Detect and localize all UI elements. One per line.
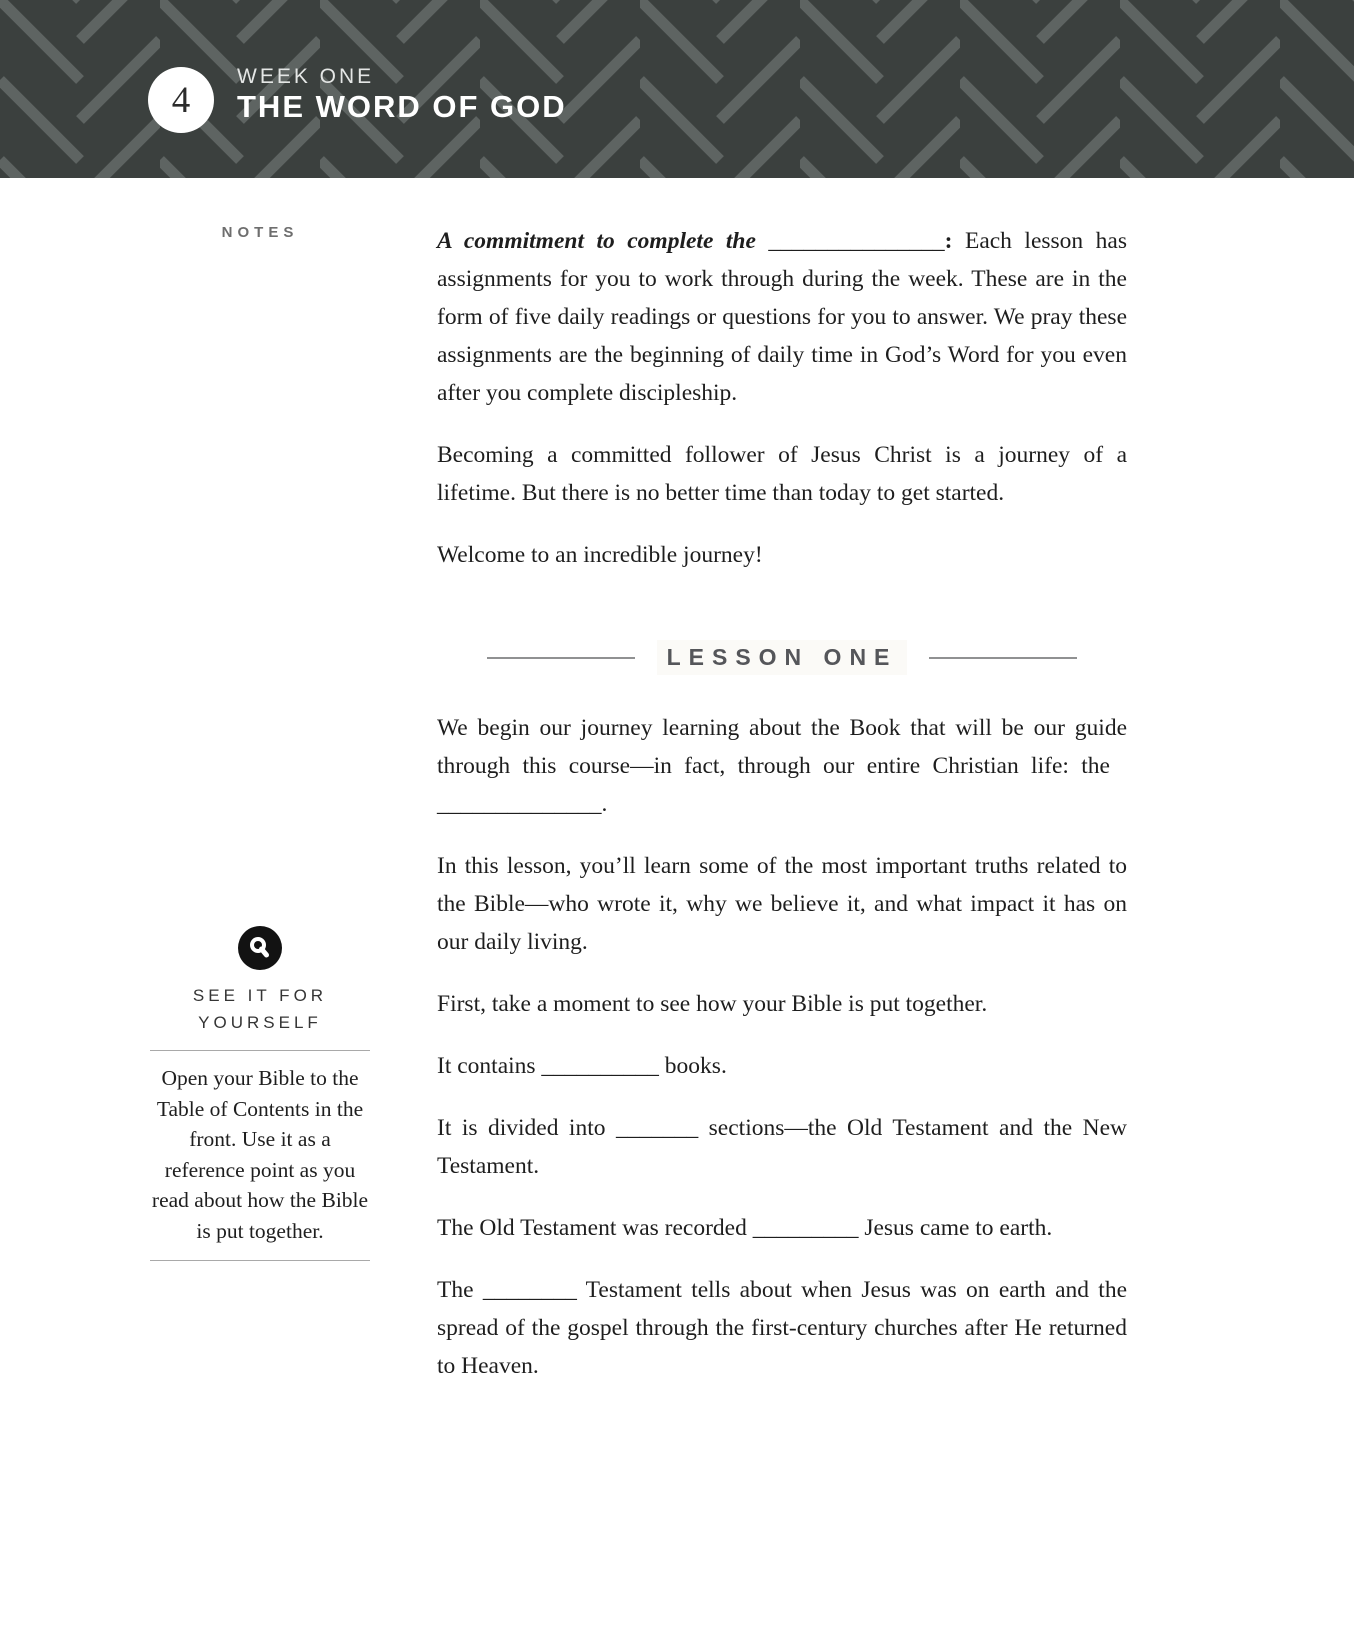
intro-paragraph-1 xyxy=(437,222,1127,412)
intro-rest: Each lesson has assignments for you to work through during the week. These are in the form of five daily readings or questions for you to answer. We pray these assignments are the beginning of daily time in God’s Word for you even after you complete discipleship. xyxy=(437,228,1127,406)
intro-paragraph-3: Welcome to an incredible journey! xyxy=(437,542,763,568)
lesson-paragraph-2: In this lesson, you’ll learn some of the most important truths related to the Bible—who wrote it, why we believe it, and what impact it has on our daily living. xyxy=(437,853,1127,955)
heading-rule-left xyxy=(487,657,635,659)
see-it-body: Open your Bible to the Table of Contents in the front. Use it as a reference point as you read about how the Bible is put together. xyxy=(151,1066,369,1243)
lesson-paragraph-7: The ________ Testament tells about when Jesus was on earth and the spread of the gospel through the first-century churches after He returned to Heaven. xyxy=(437,1277,1127,1379)
lesson-paragraph-6: The Old Testament was recorded _________ Jesus came to earth. xyxy=(437,1215,1053,1241)
lesson-paragraph-5: It is divided into _______ sections—the Old Testament and the New Testament. xyxy=(437,1115,1127,1179)
page-title: THE WORD OF GOD xyxy=(237,89,567,124)
page-number-badge xyxy=(148,67,214,133)
sidebar-divider-bottom xyxy=(150,1260,370,1261)
sidebar xyxy=(150,178,370,1626)
lesson-paragraph-3: First, take a moment to see how your Bible is put together. xyxy=(437,991,988,1017)
see-it-heading: SEE IT FOR YOURSELF xyxy=(192,986,328,1032)
page-header-banner xyxy=(0,0,1354,178)
notes-label: NOTES xyxy=(221,224,299,241)
see-it-for-yourself-callout xyxy=(150,926,370,1261)
heading-rule-right xyxy=(929,657,1077,659)
lesson-one-heading xyxy=(487,640,1077,675)
week-label: WEEK ONE xyxy=(237,65,375,88)
page-number: 4 xyxy=(171,79,191,121)
lesson-one-label: LESSON ONE xyxy=(657,640,908,675)
main-content xyxy=(437,178,1127,1409)
fill-in-blank: _______________ xyxy=(768,228,945,254)
sidebar-divider-top xyxy=(150,1050,370,1051)
intro-colon: : xyxy=(944,228,953,254)
magnifier-icon xyxy=(238,926,282,970)
lesson-paragraph-1: We begin our journey learning about the Book that will be our guide through this course—in fact, through our entire Christian life: the ______________. xyxy=(437,715,1127,817)
lesson-paragraph-4: It contains __________ books. xyxy=(437,1053,727,1079)
intro-lead-bold-italic: A commitment to complete the xyxy=(437,228,769,254)
intro-paragraph-2: Becoming a committed follower of Jesus Christ is a journey of a lifetime. But there is no better time than today to get started. xyxy=(437,442,1127,506)
